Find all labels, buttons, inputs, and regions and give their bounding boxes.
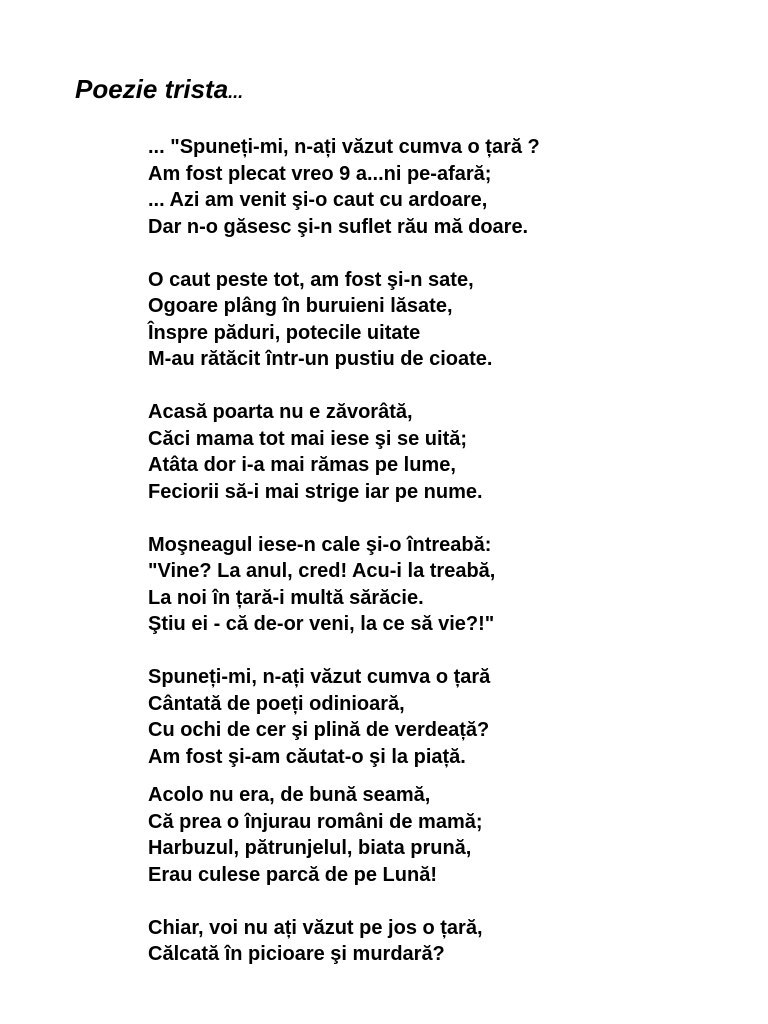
poem-line: Feciorii să-i mai strige iar pe nume. <box>148 480 483 503</box>
poem-line: Căci mama tot mai iese şi se uită; <box>148 427 468 450</box>
poem-line: Cu ochi de cer şi plină de verdeață? <box>148 719 490 741</box>
poem-line: Am fost plecat vreo 9 a...ni pe-afară; <box>148 162 492 185</box>
stanza-7 <box>148 915 540 968</box>
poem-line: Acasă poarta nu e zăvorâtă, <box>148 401 413 423</box>
poem-line: Că prea o înjurau români de mamă; <box>148 810 483 833</box>
poem-line: "Vine? La anul, cred! Acu-i la treabă, <box>148 560 496 582</box>
poem-line: ... Azi am venit şi-o caut cu ardoare, <box>148 189 488 211</box>
stanza-3 <box>148 399 540 505</box>
page-title <box>75 74 243 105</box>
stanza-2 <box>148 267 540 373</box>
stanza-4 <box>148 532 540 638</box>
poem-line: Erau culese parcă de pe Lună! <box>148 863 437 886</box>
poem-line: Ştiu ei - că de-or veni, la ce să vie?!" <box>148 613 495 635</box>
poem-line: Ogoare plâng în buruieni lăsate, <box>148 295 453 317</box>
poem-line: Călcată în picioare şi murdară? <box>148 943 445 965</box>
poem-line: O caut peste tot, am fost şi-n sate, <box>148 268 474 291</box>
poem-line: Cântată de poeți odinioară, <box>148 692 405 715</box>
poem-line: M-au rătăcit într-un pustiu de cioate. <box>148 348 493 370</box>
poem-line: La noi în țară-i multă sărăcie. <box>148 586 424 609</box>
poem-body <box>148 134 540 968</box>
poem-line: Acolo nu era, de bună seamă, <box>148 784 431 806</box>
stanza-1 <box>148 134 540 240</box>
poem-line: Dar n-o găsesc şi-n suflet rău mă doare. <box>148 215 529 238</box>
stanza-5 <box>148 664 540 770</box>
stanza-6 <box>148 782 540 888</box>
poem-line: Am fost şi-am căutat-o şi la piață. <box>148 745 466 768</box>
poem-line: ... "Spuneți-mi, n-ați văzut cumva o țară ? <box>148 136 540 158</box>
poem-line: Spuneți-mi, n-ați văzut cumva o țară <box>148 666 491 688</box>
poem-line: Chiar, voi nu ați văzut pe jos o țară, <box>148 916 483 939</box>
poem-line: Harbuzul, pătrunjelul, biata prună, <box>148 837 472 859</box>
title-ellipsis: ... <box>228 82 244 102</box>
poem-line: Atâta dor i-a mai rămas pe lume, <box>148 454 456 476</box>
poem-line: Înspre păduri, potecile uitate <box>148 321 421 344</box>
poem-line: Moşneagul iese-n cale şi-o întreabă: <box>148 533 492 556</box>
title-text: Poezie trista <box>75 74 229 104</box>
